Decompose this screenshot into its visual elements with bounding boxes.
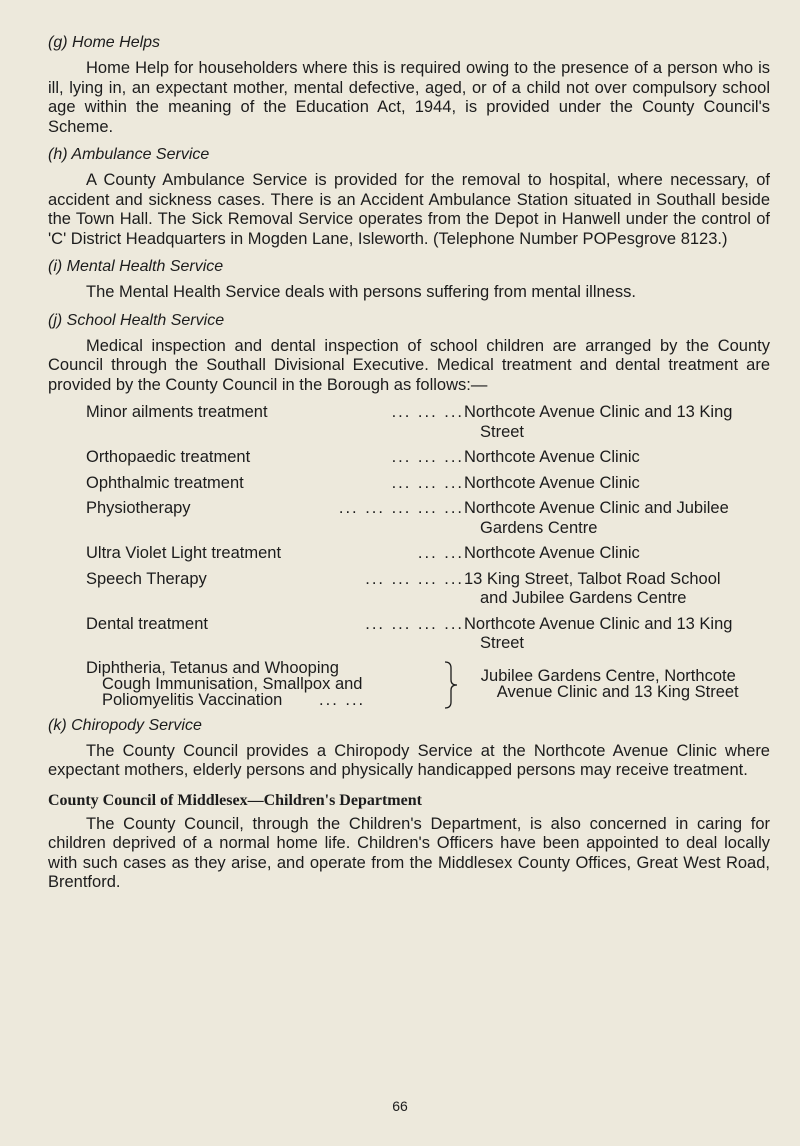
section-title: Mental Health Service	[66, 258, 224, 275]
treatment-name: Ultra Violet Light treatment	[86, 544, 282, 562]
treatment-name: Ophthalmic treatment	[86, 473, 244, 492]
treatment-row	[86, 448, 770, 468]
treatment-location: Northcote Avenue Clinic	[464, 448, 640, 466]
chiropody-service-paragraph: The County Council provides a Chiropody Service at the Northcote Avenue Clinic where expectant mothers, elderly persons and physically handicapped persons may receive treatment.	[48, 741, 770, 779]
section-title: Chiropody Service	[71, 716, 202, 734]
treatment-location: 13 King Street, Talbot Road School	[464, 569, 721, 588]
section-label: (k)	[48, 716, 67, 734]
treatment-name: Physiotherapy	[86, 499, 191, 517]
treatment-location: Northcote Avenue Clinic	[464, 544, 640, 562]
ambulance-service-paragraph: A County Ambulance Service is provided for the removal to hospital, where necessary, of accident and sickness cases. There is an Accident Ambulance Station situated in Southall beside the Town Hall. The Sick Removal Service operates from the Depot in Hanwell under the control of 'C' District Headquarters in Mogden Lane, Isleworth. (Telephone Number POPesgrove 8123.)	[48, 171, 770, 248]
immunisation-line-last	[86, 692, 441, 708]
childrens-department-heading: County Council of Middlesex—Children's Department	[48, 791, 422, 809]
section-heading-school-health-service	[48, 311, 770, 331]
dot-leader: ... ...	[319, 690, 366, 709]
dot-leader: ... ... ...	[391, 448, 464, 466]
treatment-location: Northcote Avenue Clinic and 13 King	[464, 614, 733, 633]
treatment-row	[86, 403, 770, 442]
dot-leader: ... ... ... ...	[365, 569, 464, 588]
treatment-row	[86, 544, 770, 564]
home-helps-paragraph: Home Help for householders where this is required owing to the presence of a person who is ill, lying in, an expectant mother, mental defective, aged, or of a child not over compulsory school age within the meaning of the Education Act, 1944, is provided under the County Council's Scheme.	[48, 59, 770, 136]
treatment-name: Speech Therapy	[86, 569, 207, 588]
immunisation-location-line: Jubilee Gardens Centre, Northcote	[480, 666, 736, 685]
section-heading-home-helps	[48, 33, 770, 53]
curly-bracket-icon	[441, 660, 481, 710]
dot-leader: ... ... ...	[391, 473, 464, 492]
immunisation-line: Poliomyelitis Vaccination	[102, 690, 283, 709]
immunisation-line: Diphtheria, Tetanus and Whooping	[86, 658, 339, 677]
treatment-location: Northcote Avenue Clinic	[464, 473, 640, 492]
section-title: Home Helps	[72, 34, 161, 51]
immunisation-location-line: Avenue Clinic and 13 King Street	[496, 682, 739, 701]
dot-leader: ... ...	[417, 544, 464, 562]
section-heading-mental-health-service	[48, 257, 770, 277]
section-heading-ambulance-service	[48, 145, 770, 165]
section-label: (g)	[48, 34, 68, 51]
childrens-department-paragraph: The County Council, through the Children's Department, is also concerned in caring for children deprived of a normal home life. Children's Officers have been appointed to deal locally with such cases as they arise, and operate from the Middlesex County Offices, Great West Road, Brentford.	[48, 814, 770, 891]
treatment-row	[86, 474, 770, 494]
treatment-row	[86, 570, 770, 609]
dot-leader: ... ... ... ...	[365, 614, 464, 633]
dot-leader: ... ... ... ... ...	[338, 499, 464, 517]
immunisation-name	[86, 660, 441, 710]
dot-leader: ... ... ...	[391, 403, 464, 421]
treatment-row	[86, 499, 770, 538]
treatment-row	[86, 615, 770, 654]
immunisation-line: Cough Immunisation, Smallpox and	[102, 674, 363, 693]
document-page	[48, 33, 770, 901]
section-title: Ambulance Service	[71, 146, 210, 163]
section-label: (h)	[48, 146, 68, 163]
immunisation-location	[481, 660, 770, 710]
immunisation-row	[86, 660, 770, 710]
treatment-name: Orthopaedic treatment	[86, 448, 251, 466]
school-health-service-paragraph: Medical inspection and dental inspection of school children are arranged by the County Council through the Southall Divisional Executive. Medical treatment and dental treatment are provided by the County Council in the Borough as follows:—	[48, 336, 770, 394]
mental-health-service-paragraph: The Mental Health Service deals with persons suffering from mental illness.	[86, 283, 636, 301]
treatment-name: Minor ailments treatment	[86, 403, 268, 421]
treatment-location-continued: Street	[480, 422, 525, 441]
treatment-location-continued: and Jubilee Gardens Centre	[480, 589, 687, 607]
section-title: School Health Service	[66, 311, 225, 329]
treatment-location-continued: Street	[480, 634, 525, 652]
treatment-list	[86, 403, 770, 654]
section-heading-chiropody-service	[48, 716, 770, 736]
treatment-location: Northcote Avenue Clinic and 13 King	[464, 403, 733, 421]
section-label: (i)	[48, 258, 63, 275]
treatment-name: Dental treatment	[86, 614, 208, 633]
treatment-location: Northcote Avenue Clinic and Jubilee	[464, 499, 729, 517]
treatment-location-continued: Gardens Centre	[480, 518, 598, 537]
page-number: 66	[392, 1098, 408, 1114]
section-label: (j)	[48, 311, 63, 329]
